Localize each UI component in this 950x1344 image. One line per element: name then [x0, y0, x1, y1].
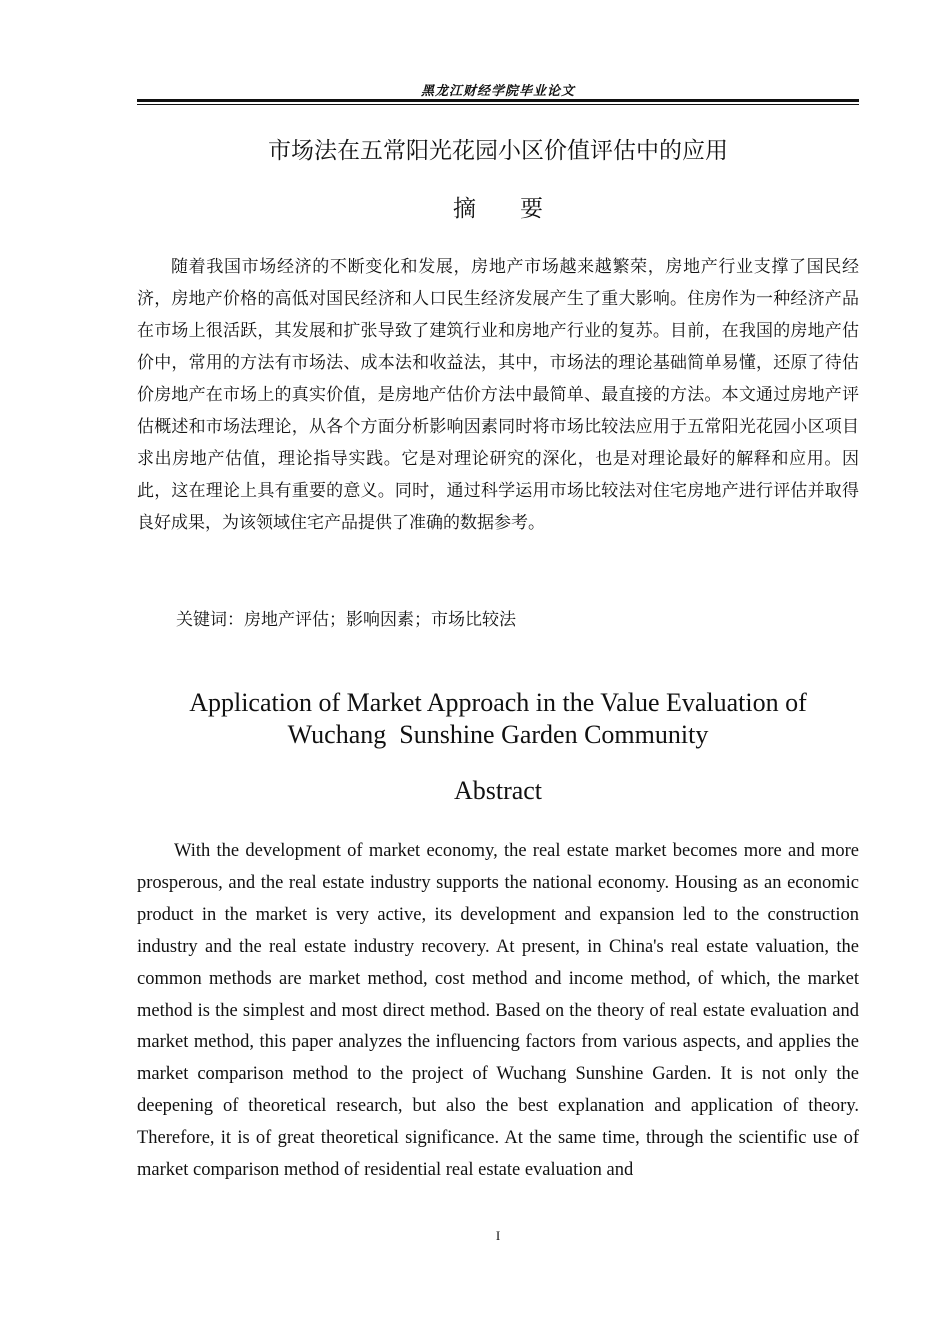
english-title-line-1: Application of Market Approach in the Value Evaluation of [189, 688, 807, 717]
english-abstract-heading: Abstract [453, 776, 543, 805]
keywords-label: 关键词： [176, 610, 244, 630]
chinese-abstract-body: 随着我国市场经济的不断变化和发展，房地产市场越来越繁荣，房地产行业支撑了国民经济，房地产价格的高低对国民经济和人口民生经济发展产生了重大影响。住房作为一种经济产品在市场上很活跃，其发展和扩张导致了建筑行业和房地产行业的复苏。目前，在我国的房地产估价中，常用的方法有市场法、成本法和收益法，其中，市场法的理论基础简单易懂，还原了待估价房地产在市场上的真实价值，是房地产估价方法中最简单、最直接的方法。本文通过房地产评估概述和市场法理论，从各个方面分析影响因素同时将市场比较法应用于五常阳光花园小区项目求出房地产估值，理论指导实践。它是对理论研究的深化，也是对理论最好的解释和应用。因此，这在理论上具有重要的意义。同时，通过科学运用市场比较法对住宅房地产进行评估并取得良好成果，为该领域住宅产品提供了准确的数据参考。 [137, 257, 859, 533]
running-header: 黑龙江财经学院毕业论文 [420, 84, 575, 99]
header-rule-thin [137, 104, 859, 105]
chinese-abstract-heading: 摘要 [453, 196, 587, 222]
keywords-list: 房地产评估；影响因素；市场比较法 [244, 610, 516, 630]
english-title-line-2: Wuchang Sunshine Garden Community [287, 720, 709, 749]
chinese-keywords [176, 606, 859, 634]
header-rule-thick [137, 99, 859, 102]
english-abstract-body: With the development of market economy, the real estate market becomes more and more prosperous, and the real estate industry supports the national economy. Housing as an economic product in the market is very active, its development and expansion led to the construction industry and the real estate industry recovery. At present, in China's real estate valuation, the common methods are market method, cost method and income method, of which, the market method is the simplest and most direct method. Based on the theory of real estate evaluation and market method, this paper analyzes the influencing factors from various aspects, and applies the market comparison method to the project of Wuchang Sunshine Garden. It is not only the deepening of theoretical research, but also the best explanation and application of theory. Therefore, it is of great theoretical significance. At the same time, through the scientific use of market comparison method of residential real estate evaluation and [137, 841, 859, 1181]
chinese-title: 市场法在五常阳光花园小区价值评估中的应用 [268, 138, 728, 164]
english-title [137, 687, 859, 751]
page-number: I [495, 1228, 501, 1243]
